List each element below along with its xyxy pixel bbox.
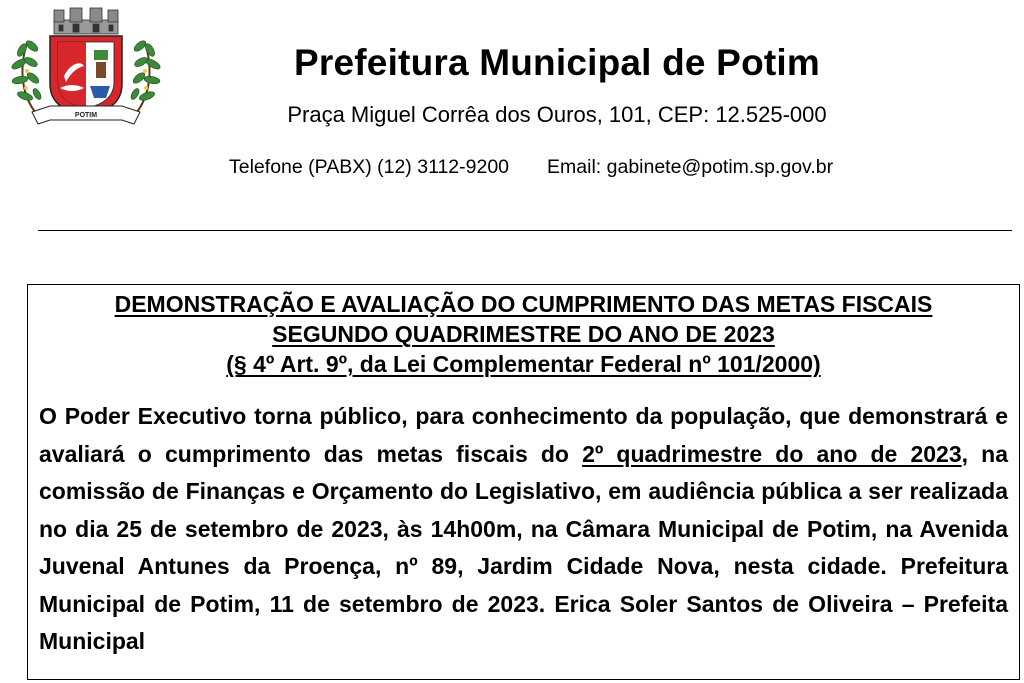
municipal-coat-of-arms (10, 6, 162, 136)
right-laurel-branch (129, 39, 161, 118)
contact-line (229, 156, 833, 179)
crest-motto: POTIM (74, 112, 98, 119)
notice-heading-line3 (28, 349, 1019, 379)
left-laurel-branch (10, 39, 42, 118)
body-underlined-text: 2º quadrimestre do ano de 2023 (582, 440, 962, 467)
shield (50, 36, 122, 116)
email-address: Email: gabinete@potim.sp.gov.br (547, 156, 834, 178)
header-divider (38, 230, 1012, 231)
ribbon-banner (32, 106, 140, 124)
heading-text: SEGUNDO QUADRIMESTRE DO ANO DE 2023 (272, 321, 775, 347)
notice-heading-line1 (28, 289, 1019, 319)
body-text-part: O Poder Executivo torna público, para conhecimento da população, que demonstrará e avaliará o cumprimento das metas fiscais do (39, 403, 1008, 467)
notice-box (27, 284, 1020, 680)
notice-heading-line2 (28, 319, 1019, 349)
mural-crown (54, 8, 118, 34)
heading-text: DEMONSTRAÇÃO E AVALIAÇÃO DO CUMPRIMENTO DAS METAS FISCAIS (114, 291, 933, 317)
phone-number: Telefone (PABX) (12) 3112-9200 (229, 156, 510, 178)
page-title: Prefeitura Municipal de Potim (294, 42, 820, 83)
heading-text: (§ 4º Art. 9º, da Lei Complementar Federal nº 101/2000) (226, 351, 821, 377)
address-line: Praça Miguel Corrêa dos Ouros, 101, CEP: 12.525-000 (287, 102, 827, 127)
body-text-part: , na comissão de Finanças e Orçamento do Legislativo, em audiência pública a ser realizada no dia 25 de setembro de 2023, às 14h00m, na Câmara Municipal de Potim, na Avenida Juvenal Antunes da Proença, nº 89, Jardim Cidade Nova, nesta cidade. Prefeitura Municipal de Potim, 11 de setembro de 2023. Erica Soler Santos de Oliveira – Prefeita Municipal (39, 440, 1008, 654)
notice-body (39, 398, 1008, 661)
